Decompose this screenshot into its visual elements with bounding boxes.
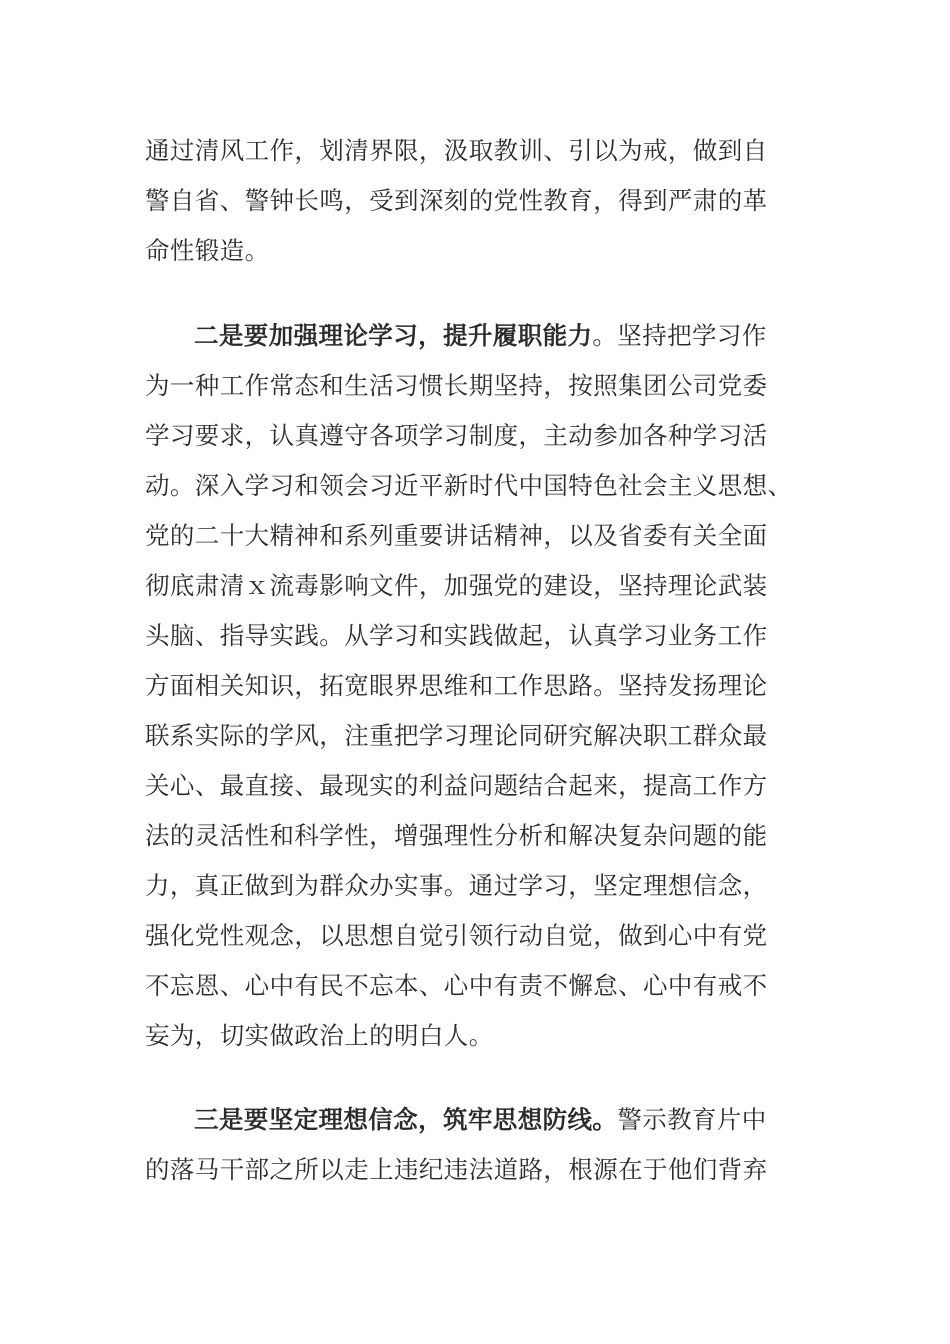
paragraph-2-line-9: 联系实际的学风，注重把学习理论同研究解决职工群众最	[145, 721, 768, 750]
paragraph-3-bold-lead: 三是要坚定理想信念，筑牢思想防线。	[194, 1105, 618, 1134]
paragraph-2-line-12: 力，真正做到为群众办实事。通过学习，坚定理想信念，	[145, 871, 768, 900]
paragraph-2-line-4: 动。深入学习和领会习近平新时代中国特色社会主义思想、	[145, 471, 793, 500]
paragraph-3-first-rest: 警示教育片中	[617, 1105, 767, 1134]
paragraph-2-line-15: 妄为，切实做政治上的明白人。	[145, 1021, 494, 1050]
paragraph-2-line-13: 强化党性观念，以思想自觉引领行动自觉，做到心中有党	[145, 921, 768, 950]
paragraph-1-line-3: 命性锻造。	[145, 236, 270, 265]
paragraph-2-line-2: 为一种工作常态和生活习惯长期坚持，按照集团公司党委	[145, 371, 768, 400]
paragraph-2-line-5: 党的二十大精神和系列重要讲话精神，以及省委有关全面	[145, 521, 768, 550]
paragraph-2-bold-lead: 二是要加强理论学习，提升履职能力	[194, 321, 593, 350]
paragraph-2-line-1	[194, 320, 767, 352]
paragraph-1-line-1: 通过清风工作，划清界限，汲取教训、引以为戒，做到自	[145, 136, 768, 165]
paragraph-2-line-11: 法的灵活性和科学性，增强理性分析和解决复杂问题的能	[145, 821, 768, 850]
paragraph-2-first-rest: 。坚持把学习作	[592, 321, 767, 350]
paragraph-2-line-10: 关心、最直接、最现实的利益问题结合起来，提高工作方	[145, 771, 768, 800]
paragraph-2-line-8: 方面相关知识，拓宽眼界思维和工作思路。坚持发扬理论	[145, 671, 768, 700]
paragraph-2-line-7: 头脑、指导实践。从学习和实践做起，认真学习业务工作	[145, 621, 768, 650]
paragraph-1-line-2: 警自省、警钟长鸣，受到深刻的党性教育，得到严肃的革	[145, 186, 768, 215]
paragraph-2-line-14: 不忘恩、心中有民不忘本、心中有责不懈怠、心中有戒不	[145, 971, 768, 1000]
paragraph-2-line-3: 学习要求，认真遵守各项学习制度，主动参加各种学习活	[145, 421, 768, 450]
paragraph-3-line-1	[194, 1104, 767, 1136]
paragraph-2-line-6: 彻底肃清ｘ流毒影响文件，加强党的建设，坚持理论武装	[145, 571, 768, 600]
paragraph-3-line-2: 的落马干部之所以走上违纪违法道路，根源在于他们背弃	[145, 1155, 768, 1184]
